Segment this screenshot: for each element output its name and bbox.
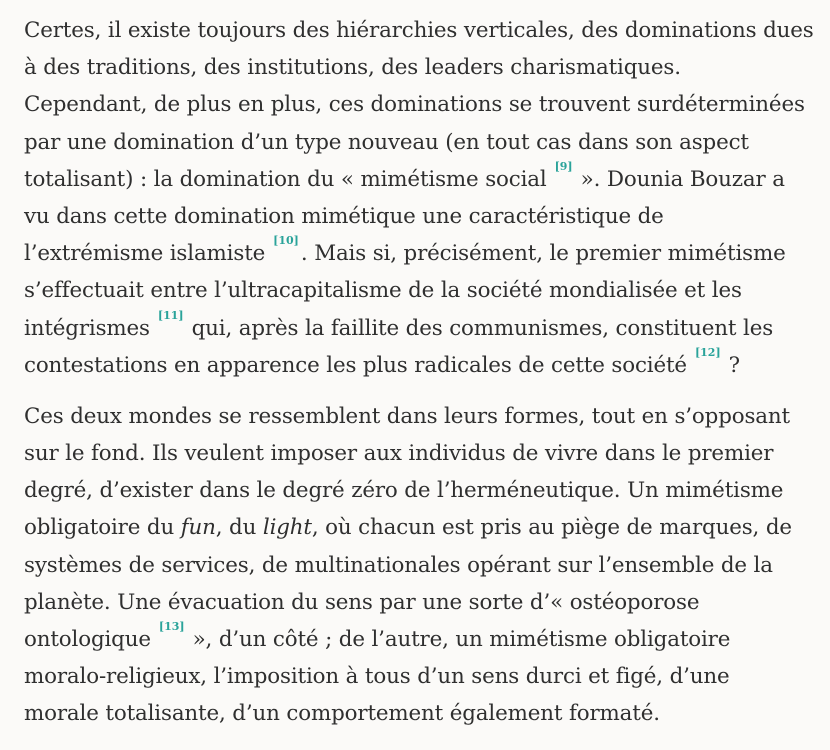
text-line: ontologique[13]», d’un côté ; de l’autre, un mimétisme obligatoire [24,620,731,652]
text-line: à des traditions, des institutions, des leaders charismatiques. [24,55,681,81]
footnote-link-12[interactable]: [12] [694,345,721,359]
text-line: l’extrémisme islamiste[10]. Mais si, précisément, le premier mimétisme [24,234,786,267]
paragraph-1 [24,12,814,384]
footnote-link-11[interactable]: [11] [157,308,184,322]
text-line: s’effectuait entre l’ultracapitalisme de la société mondialisée et les [24,278,742,304]
text-line: Certes, il existe toujours des hiérarchies verticales, des dominations dues [24,18,814,43]
text-line: totalisant) : la domination du « mimétisme social[9]». Dounia Bouzar a [24,159,785,192]
text-line: morale totalisante, d’un comportement également formaté. [24,701,660,727]
footnote-link-13[interactable]: [13] [158,620,185,633]
text-line: planète. Une évacuation du sens par une sorte d’« ostéoporose [24,589,700,615]
footnote-link-10[interactable]: [10] [273,234,299,248]
text-line: vu dans cette domination mimétique une caractéristique de [24,203,664,229]
italic-word-fun: fun [180,515,216,541]
paragraph-2 [24,398,810,733]
text-line: moralo-religieux, l’imposition à tous d’un sens durci et figé, d’une [24,664,730,690]
text-line: obligatoire du fun, du light, où chacun est pris au piège de marques, de [24,515,792,541]
text-line: contestations en apparence les plus radicales de cette société[12]? [24,345,740,378]
text-line: Ces deux mondes se ressemblent dans leurs formes, tout en s’opposant [24,403,790,429]
text-line: par une domination d’un type nouveau (en tout cas dans son aspect [24,129,749,155]
text-line: degré, d’exister dans le degré zéro de l’herméneutique. Un mimétisme [24,478,784,504]
italic-word-light: light [262,515,312,541]
footnote-link-9[interactable]: [9] [554,159,573,173]
text-line: sur le fond. Ils veulent imposer aux individus de vivre dans le premier [24,441,774,467]
text-line: intégrismes[11]qui, après la faillite des communismes, constituent les [24,308,774,341]
text-line: systèmes de services, de multinationales opérant sur l’ensemble de la [24,552,773,578]
text-line: Cependant, de plus en plus, ces dominations se trouvent surdéterminées [24,92,805,118]
